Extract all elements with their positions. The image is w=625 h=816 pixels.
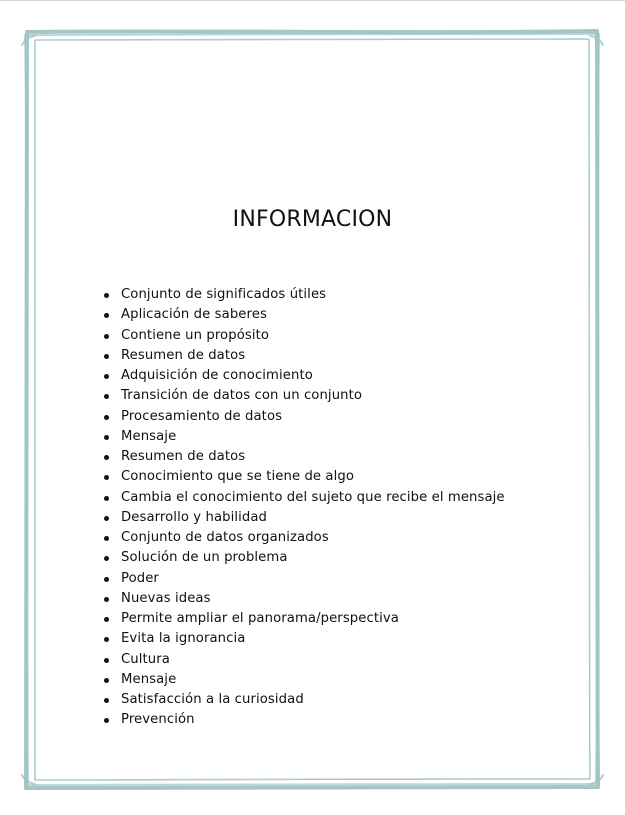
list-item-text: Procesamiento de datos (121, 408, 283, 424)
border-stroke (22, 36, 35, 45)
list-item-text: Transición de datos con un conjunto (121, 388, 363, 404)
border-stroke (22, 775, 35, 784)
list-item-text: Conjunto de datos organizados (121, 530, 329, 545)
list-item (104, 589, 574, 609)
bullet-icon (104, 678, 109, 683)
list-item (104, 650, 574, 670)
list-item-text: Evita la ignorancia (121, 631, 246, 647)
list-item (104, 508, 574, 528)
list-item (104, 528, 574, 548)
list-item (104, 386, 574, 406)
list-item-text: Prevención (121, 712, 195, 728)
border-stroke (590, 36, 603, 45)
list-item (104, 467, 574, 487)
bullet-icon (104, 698, 109, 703)
page-title: INFORMACION (232, 207, 393, 232)
list-item-text: Adquisición de conocimiento (121, 368, 313, 383)
list-item (104, 285, 574, 305)
list-item (104, 548, 574, 568)
list-item-text: Cultura (121, 651, 170, 667)
bullet-icon (104, 455, 109, 460)
list-item (104, 447, 574, 467)
list-item (104, 609, 574, 629)
list-item (104, 346, 574, 366)
bullet-icon (104, 435, 109, 440)
bullet-icon (104, 334, 109, 339)
bullet-icon (104, 496, 109, 501)
list-item (104, 629, 574, 649)
list-item-text: Solución de un problema (121, 550, 288, 566)
list-item-text: Poder (121, 570, 159, 586)
bullet-icon (104, 394, 109, 399)
list-item-text: Satisfacción a la curiosidad (121, 692, 304, 707)
bullet-icon (104, 718, 109, 723)
list-item-text: Aplicación de saberes (121, 307, 267, 323)
list-item (104, 427, 574, 447)
list-item-text: Nuevas ideas (121, 590, 211, 606)
list-item-text: Mensaje (121, 428, 177, 444)
list-item-text: Permite ampliar el panorama/perspectiva (121, 611, 399, 626)
bullet-icon (104, 313, 109, 318)
bullet-icon (104, 556, 109, 561)
list-item-text: Conocimiento que se tiene de algo (121, 469, 355, 485)
list-item-text: Resumen de datos (121, 347, 246, 363)
list-item (104, 488, 574, 508)
border-stroke (590, 775, 603, 784)
list-item (104, 569, 574, 589)
list-item (104, 326, 574, 346)
bullet-icon (104, 293, 109, 298)
list-item-text: Mensaje (121, 671, 177, 687)
list-item (104, 710, 574, 730)
list-item-text: Resumen de datos (121, 449, 246, 464)
list-item-text: Cambia el conocimiento del sujeto que recibe el mensaje (121, 489, 505, 505)
list-item (104, 366, 574, 386)
list-item-text: Contiene un propósito (121, 327, 270, 343)
bullet-list (104, 285, 574, 731)
bullet-icon (104, 637, 109, 642)
bullet-icon (104, 415, 109, 420)
bullet-icon (104, 475, 109, 480)
list-item-text: Conjunto de significados útiles (121, 287, 327, 302)
bullet-icon (104, 516, 109, 521)
list-item (104, 670, 574, 690)
bullet-icon (104, 374, 109, 379)
bullet-icon (104, 354, 109, 359)
bullet-icon (104, 577, 109, 582)
bullet-icon (104, 617, 109, 622)
bullet-icon (104, 658, 109, 663)
list-item (104, 690, 574, 710)
bullet-icon (104, 597, 109, 602)
bullet-icon (104, 536, 109, 541)
list-item (104, 305, 574, 325)
list-item (104, 407, 574, 427)
list-item-text: Desarrollo y habilidad (121, 509, 268, 525)
